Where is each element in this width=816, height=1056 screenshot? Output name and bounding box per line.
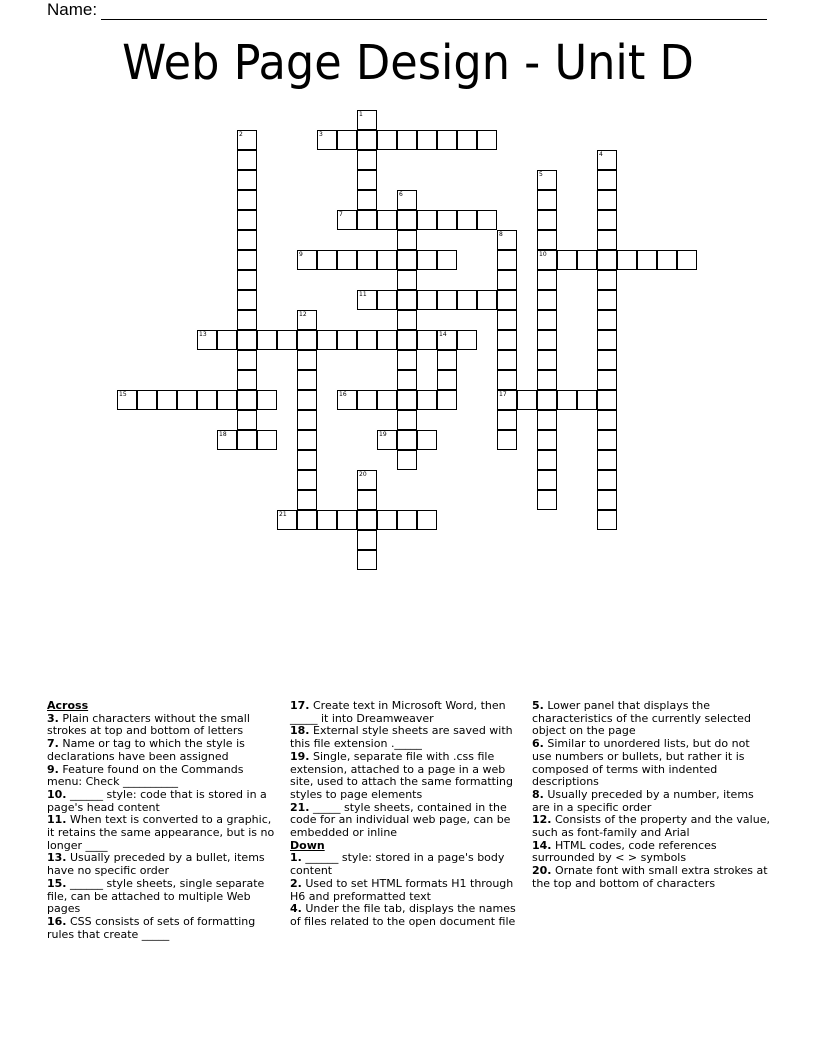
crossword-cell[interactable] [597,370,617,390]
clue-text: CSS consists of sets of formatting rules that create _____ [47,914,256,941]
clue-down-8 [532,789,770,814]
crossword-cell[interactable] [497,310,517,330]
crossword-cell[interactable] [497,430,517,450]
crossword-cell[interactable] [597,290,617,310]
clue-text: Plain characters without the small strokes at top and bottom of letters [47,711,250,738]
clue-across-10 [47,789,279,814]
crossword-cell[interactable] [397,190,417,210]
crossword-cell[interactable] [497,270,517,290]
cell-number: 18 [219,431,227,438]
clue-across-15 [47,878,279,916]
cell-number: 15 [119,391,127,398]
crossword-cell[interactable] [537,370,557,390]
cell-number: 19 [379,431,387,438]
crossword-cell[interactable] [397,510,417,530]
cell-number: 11 [359,291,367,298]
crossword-cell[interactable] [397,210,417,230]
crossword-cell[interactable] [497,290,517,310]
crossword-cell[interactable] [497,250,517,270]
crossword-cell[interactable] [497,330,517,350]
clue-across-13 [47,852,279,877]
crossword-cell[interactable] [237,130,257,150]
crossword-cell[interactable] [477,130,497,150]
crossword-cell[interactable] [457,330,477,350]
crossword-cell[interactable] [237,350,257,370]
clue-number: 18. [290,724,310,738]
crossword-cell[interactable] [237,430,257,450]
crossword-cell[interactable] [437,330,457,350]
crossword-cell[interactable] [537,410,557,430]
clue-down-2 [290,878,526,903]
crossword-cell[interactable] [337,210,357,230]
clue-across-21 [290,802,526,840]
across-heading: Across [47,699,89,712]
clue-number: 14. [532,838,552,852]
crossword-cell[interactable] [237,270,257,290]
crossword-cell[interactable] [397,230,417,250]
crossword-cell[interactable] [257,330,277,350]
clue-number: 11. [47,813,67,827]
crossword-cell[interactable] [417,130,437,150]
crossword-cell[interactable] [297,470,317,490]
crossword-cell[interactable] [357,550,377,570]
crossword-cell[interactable] [297,250,317,270]
cell-number: 14 [439,331,447,338]
crossword-cell[interactable] [377,330,397,350]
crossword-cell[interactable] [357,170,377,190]
clue-number: 13. [47,851,67,865]
crossword-cell[interactable] [357,290,377,310]
crossword-cell[interactable] [237,170,257,190]
cell-number: 10 [539,251,547,258]
clue-down-1 [290,852,526,877]
crossword-cell[interactable] [597,330,617,350]
cell-number: 13 [199,331,207,338]
clue-number: 19. [290,749,310,763]
clue-text: When text is converted to a graphic, it retains the same appearance, but is no longer ____ [47,813,275,852]
crossword-cell[interactable] [537,190,557,210]
crossword-cell[interactable] [397,290,417,310]
crossword-cell[interactable] [477,290,497,310]
crossword-cell[interactable] [217,330,237,350]
crossword-cell[interactable] [437,350,457,370]
crossword-cell[interactable] [217,390,237,410]
cell-number: 17 [499,391,507,398]
clue-text: Under the file tab, displays the names of files related to the open document file [290,902,516,928]
cell-number: 5 [539,171,543,178]
clue-across-17 [290,700,526,725]
crossword-cell[interactable] [537,210,557,230]
crossword-cell[interactable] [437,290,457,310]
crossword-cell[interactable] [597,470,617,490]
cell-number: 8 [499,231,503,238]
crossword-cell[interactable] [397,310,417,330]
clue-number: 6. [532,737,544,751]
crossword-cell[interactable] [497,350,517,370]
crossword-cell[interactable] [417,210,437,230]
crossword-cell[interactable] [357,110,377,130]
crossword-cell[interactable] [297,390,317,410]
cell-number: 21 [279,511,287,518]
crossword-cell[interactable] [357,490,377,510]
crossword-cell[interactable] [497,410,517,430]
crossword-cell[interactable] [237,330,257,350]
crossword-cell[interactable] [297,450,317,470]
crossword-cell[interactable] [597,490,617,510]
crossword-cell[interactable] [417,290,437,310]
crossword-cell[interactable] [597,190,617,210]
crossword-cell[interactable] [457,290,477,310]
crossword-cell[interactable] [357,190,377,210]
crossword-cell[interactable] [437,250,457,270]
clue-number: 21. [290,800,310,814]
crossword-cell[interactable] [297,330,317,350]
clue-number: 20. [532,864,552,878]
crossword-cell[interactable] [297,370,317,390]
clue-number: 2. [290,876,302,890]
crossword-cell[interactable] [537,350,557,370]
clue-number: 3. [47,711,59,725]
crossword-cell[interactable] [397,250,417,270]
clue-across-16 [47,916,279,941]
crossword-cell[interactable] [477,210,497,230]
crossword-cell[interactable] [637,250,657,270]
clues-column-1 [47,700,279,941]
crossword-cell[interactable] [237,390,257,410]
crossword-cell[interactable] [597,230,617,250]
crossword-cell[interactable] [597,270,617,290]
clue-down-5 [532,700,770,738]
crossword-cell[interactable] [437,370,457,390]
crossword-cell[interactable] [317,330,337,350]
crossword-cell[interactable] [237,370,257,390]
crossword-cell[interactable] [237,190,257,210]
crossword-cell[interactable] [337,510,357,530]
clue-across-18 [290,725,526,750]
clue-across-7 [47,738,279,763]
clue-number: 16. [47,914,67,928]
crossword-cell[interactable] [457,210,477,230]
crossword-cell[interactable] [317,510,337,530]
crossword-cell[interactable] [357,390,377,410]
clues-column-3 [532,700,770,891]
clue-number: 17. [290,699,310,712]
crossword-cell[interactable] [237,150,257,170]
clue-text: Usually preceded by a bullet, items have no specific order [47,851,265,878]
cell-number: 20 [359,471,367,478]
crossword-cell[interactable] [357,130,377,150]
crossword-cell[interactable] [537,450,557,470]
crossword-cell[interactable] [537,230,557,250]
page-title: Web Page Design - Unit D [122,35,694,91]
crossword-cell[interactable] [137,390,157,410]
clue-number: 8. [532,787,544,801]
crossword-cell[interactable] [597,210,617,230]
down-heading: Down [290,838,325,852]
clue-number: 4. [290,902,302,916]
cell-number: 12 [299,311,307,318]
clue-number: 15. [47,876,67,890]
crossword-cell[interactable] [597,410,617,430]
crossword-cell[interactable] [297,510,317,530]
clue-text: Create text in Microsoft Word, then _____ it into Dreamweaver [290,699,506,725]
crossword-cell[interactable] [377,210,397,230]
cell-number: 7 [339,211,343,218]
clue-across-9 [47,764,279,789]
crossword-cell[interactable] [537,470,557,490]
crossword-cell[interactable] [537,430,557,450]
clue-text: Used to set HTML formats H1 through H6 and preformatted text [290,876,514,903]
crossword-cell[interactable] [397,130,417,150]
clue-text: HTML codes, code references surrounded by < > symbols [532,838,717,865]
cell-number: 9 [299,251,303,258]
crossword-cell[interactable] [417,250,437,270]
crossword-cell[interactable] [397,410,417,430]
crossword-cell[interactable] [677,250,697,270]
crossword-cell[interactable] [397,350,417,370]
crossword-cell[interactable] [397,430,417,450]
crossword-cell[interactable] [357,510,377,530]
clue-text: Usually preceded by a number, items are in a specific order [532,787,754,814]
clue-text: Feature found on the Commands menu: Check __________ [47,762,244,789]
clues-column-2 [290,700,526,929]
crossword-cell[interactable] [537,170,557,190]
crossword-cell[interactable] [377,390,397,410]
crossword-cell[interactable] [357,330,377,350]
crossword-cell[interactable] [517,390,537,410]
cell-number: 1 [359,111,363,118]
crossword-cell[interactable] [357,530,377,550]
crossword-cell[interactable] [237,310,257,330]
crossword-cell[interactable] [557,250,577,270]
crossword-cell[interactable] [597,510,617,530]
crossword-cell[interactable] [537,390,557,410]
clue-number: 7. [47,737,59,751]
clue-number: 1. [290,851,302,865]
crossword-cell[interactable] [397,270,417,290]
crossword-cell[interactable] [337,330,357,350]
crossword-cell[interactable] [317,250,337,270]
crossword-cell[interactable] [297,490,317,510]
clue-down-6 [532,738,770,789]
crossword-cell[interactable] [297,310,317,330]
clue-text: Single, separate file with .css file extension, attached to a page in a web site, used to attach the same formatting styles to page elements [290,749,513,801]
clue-text: Consists of the property and the value, such as font-family and Arial [532,813,770,840]
crossword-cell[interactable] [577,390,597,410]
crossword-cell[interactable] [377,290,397,310]
crossword-cell[interactable] [537,490,557,510]
crossword-cell[interactable] [237,290,257,310]
cell-number: 4 [599,151,603,158]
crossword-cell[interactable] [417,510,437,530]
crossword-cell[interactable] [597,390,617,410]
crossword-cell[interactable] [377,430,397,450]
crossword-cell[interactable] [337,390,357,410]
clue-text: Similar to unordered lists, but do not use numbers or bullets, but rather it is composed of terms with indented descriptions [532,737,750,789]
clue-text: Ornate font with small extra strokes at the top and bottom of characters [532,864,768,890]
crossword-cell[interactable] [377,250,397,270]
clue-text: ______ style sheets, single separate file, can be attached to multiple Web pages [47,876,265,916]
clue-down-14 [532,840,770,865]
crossword-cell[interactable] [377,130,397,150]
crossword-cell[interactable] [357,150,377,170]
crossword-cell[interactable] [397,330,417,350]
clue-number: 5. [532,699,544,712]
crossword-cell[interactable] [237,410,257,430]
clue-text: External style sheets are saved with this file extension ._____ [290,724,513,751]
clue-text: Lower panel that displays the characteristics of the currently selected object on the page [532,699,751,738]
clue-number: 12. [532,813,552,827]
crossword-cell[interactable] [277,510,297,530]
crossword-cell[interactable] [577,250,597,270]
crossword-cell[interactable] [437,130,457,150]
crossword-cell[interactable] [597,150,617,170]
crossword-cell[interactable] [337,250,357,270]
crossword-cell[interactable] [537,250,557,270]
crossword-cell[interactable] [457,130,477,150]
crossword-cell[interactable] [257,390,277,410]
clue-number: 9. [47,762,59,776]
crossword-cell[interactable] [177,390,197,410]
crossword-cell[interactable] [217,430,237,450]
crossword-cell[interactable] [557,390,577,410]
crossword-cell[interactable] [397,450,417,470]
crossword-cell[interactable] [417,330,437,350]
crossword-cell[interactable] [357,210,377,230]
crossword-cell[interactable] [437,390,457,410]
crossword-cell[interactable] [237,210,257,230]
crossword-cell[interactable] [297,430,317,450]
clue-text: ______ style: code that is stored in a page's head content [47,787,267,814]
clue-number: 10. [47,787,67,801]
crossword-cell[interactable] [537,270,557,290]
crossword-cell[interactable] [357,250,377,270]
crossword-cell[interactable] [537,330,557,350]
crossword-cell[interactable] [597,350,617,370]
crossword-cell[interactable] [437,210,457,230]
crossword-cell[interactable] [357,470,377,490]
crossword-cell[interactable] [197,330,217,350]
crossword-cell[interactable] [317,130,337,150]
clue-text: _____ style sheets, contained in the code for an individual web page, can be embedded or inline [290,800,511,840]
crossword-cell[interactable] [397,370,417,390]
crossword-cell[interactable] [537,290,557,310]
crossword-cell[interactable] [597,310,617,330]
crossword-cell[interactable] [597,250,617,270]
crossword-cell[interactable] [377,510,397,530]
crossword-cell[interactable] [657,250,677,270]
clue-text: ______ style: stored in a page's body content [290,851,505,878]
clue-down-12 [532,814,770,839]
clue-across-3 [47,713,279,738]
cell-number: 6 [399,191,403,198]
crossword-cell[interactable] [597,450,617,470]
clue-down-20 [532,865,770,890]
crossword-cell[interactable] [197,390,217,410]
crossword-cell[interactable] [417,390,437,410]
clue-across-11 [47,814,279,852]
cell-number: 3 [319,131,323,138]
crossword-cell[interactable] [277,330,297,350]
crossword-cell[interactable] [597,430,617,450]
crossword-cell[interactable] [597,170,617,190]
crossword-cell[interactable] [497,370,517,390]
crossword-cell[interactable] [297,350,317,370]
crossword-cell[interactable] [417,430,437,450]
crossword-cell[interactable] [537,310,557,330]
crossword-cell[interactable] [257,430,277,450]
crossword-cell[interactable] [497,230,517,250]
crossword-cell[interactable] [157,390,177,410]
name-label: Name: [47,0,98,19]
cell-number: 16 [339,391,347,398]
clue-text: Name or tag to which the style is declarations have been assigned [47,737,245,763]
crossword-cell[interactable] [237,230,257,250]
crossword-cell[interactable] [117,390,137,410]
cell-number: 2 [239,131,243,138]
crossword-cell[interactable] [617,250,637,270]
clue-down-4 [290,903,526,928]
crossword-cell[interactable] [397,390,417,410]
crossword-cell[interactable] [337,130,357,150]
clue-across-19 [290,751,526,802]
crossword-cell[interactable] [497,390,517,410]
crossword-cell[interactable] [237,250,257,270]
crossword-cell[interactable] [297,410,317,430]
